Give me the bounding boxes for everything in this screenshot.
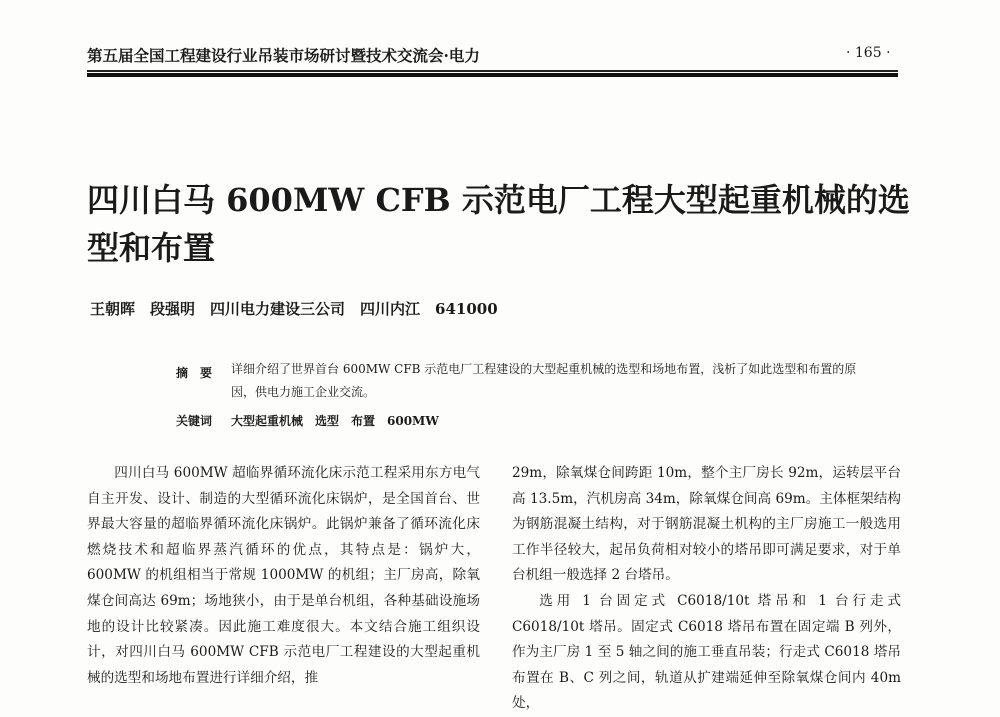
abstract-label: 摘 要 — [176, 366, 213, 380]
body-column-right — [512, 461, 901, 717]
body-paragraph: 选用 1 台固定式 C6018/10t 塔吊和 1 台行走式 C6018/10t 塔吊。固定式 C6018 塔吊布置在固定端 B 列外，作为主厂房 1 至 5 轴之间的施工垂直吊装；行走式 C6018 塔吊布置在 B、C 列之间，轨道从扩建端延伸至除氧煤仓间内 40m 处， — [512, 592, 901, 712]
keywords-label: 关键词 — [176, 414, 213, 428]
body-paragraph: 四川白马 600MW 超临界循环流化床示范工程采用东方电气自主开发、设计、制造的大型循环流化床锅炉，是全国首台、世界最大容量的超临界循环流化床锅炉。此锅炉兼备了循环流化床燃烧技术和超临界蒸汽循环的优点，其特点是：锅炉大，600MW 的机组相当于常规 1000MW 的机组；主厂房高，除氧煤仓间高达 69m；场地狭小，由于是单台机组，各种基础设施场地的设计比较紧凑。因此施工难度很大。本文结合施工组织设计，对四川白马 600MW CFB 示范电厂工程建设的大型起重机械的选型和场地布置进行详细介绍，推 — [87, 465, 480, 686]
page-number: · 165 · — [846, 45, 891, 61]
header-rule-thin — [87, 70, 898, 72]
authors-line: 王朝晖 段强明 四川电力建设三公司 四川内江 641000 — [90, 300, 498, 318]
abstract-text: 详细介绍了世界首台 600MW CFB 示范电厂工程建设的大型起重机械的选型和场地布置，浅析了如此选型和布置的原因，供电力施工企业交流。 — [231, 362, 857, 399]
header-rule-thick — [87, 73, 898, 77]
keywords-text: 大型起重机械 选型 布置 600MW — [231, 414, 439, 428]
article-title: 四川白马 600MW CFB 示范电厂工程大型起重机械的选型和布置 — [87, 181, 910, 267]
body-column-left — [87, 461, 480, 691]
body-paragraph: 29m，除氧煤仓间跨距 10m，整个主厂房长 92m，运转层平台高 13.5m，汽机房高 34m，除氧煤仓间高 69m。主体框架结构为钢筋混凝土结构，对于钢筋混凝土机构的主厂房施工一般选用工作半径较大，起吊负荷相对较小的塔吊即可满足要求，对于单台机组一般选择 2 台塔吊。 — [512, 465, 901, 584]
running-header: 第五届全国工程建设行业吊装市场研讨暨技术交流会·电力 — [87, 46, 480, 65]
